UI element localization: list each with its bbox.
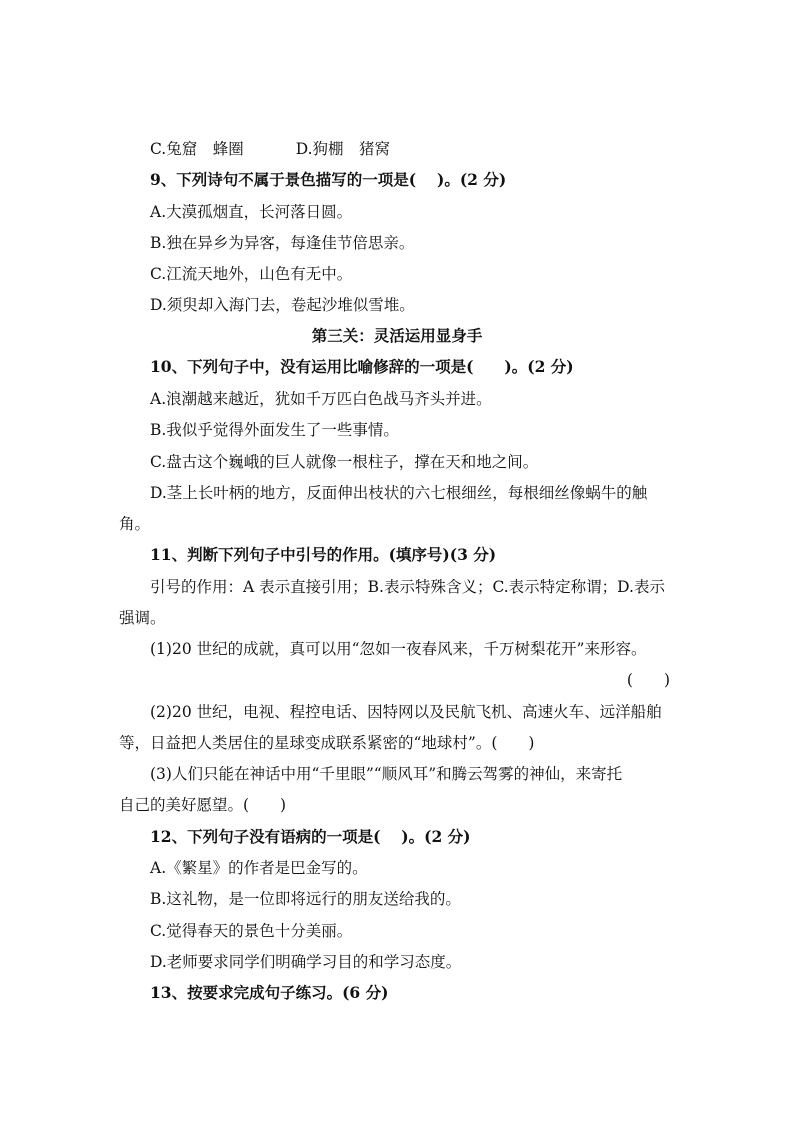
q11-intro-line1: 引号的作用：A 表示直接引用；B.表示特殊含义；C.表示特定称谓；D.表示 [150,578,665,596]
q8-options-cd [150,138,390,160]
q8-option-c: C.兔窟 蜂圈 [150,140,244,158]
q11-item1-answer-blank[interactable]: ( ) [626,671,670,689]
q12-stem: 12、下列句子没有语病的一项是( )。(2 分) [150,827,471,846]
q10-option-c: C.盘古这个巍峨的巨人就像一根柱子，撑在天和地之间。 [150,453,539,471]
q9-option-c: C.江流天地外，山色有无中。 [150,265,353,283]
q11-intro-line2: 强调。 [119,609,166,627]
q9-option-d: D.须臾却入海门去，卷起沙堆似雪堆。 [150,296,415,314]
section-title: 第三关：灵活运用显身手 [311,326,483,345]
q11-item3-line1: (3)人们只能在神话中用“千里眼”“顺风耳”和腾云驾雾的神仙，来寄托 [150,765,623,783]
q10-option-b: B.我似乎觉得外面发生了一些事情。 [150,421,399,439]
q13-stem: 13、按要求完成句子练习。(6 分) [150,983,389,1002]
q9-stem: 9、下列诗句不属于景色描写的一项是( )。(2 分) [150,170,507,189]
q8-option-d: D.狗棚 猪窝 [295,140,391,158]
q12-option-a: A.《繁星》的作者是巴金写的。 [150,859,368,877]
q11-item2-line2: 等，日益把人类居住的星球变成联系紧密的“地球村”。( ) [119,734,535,752]
q10-option-a: A.浪潮越来越近，犹如千万匹白色战马齐头并进。 [150,390,492,408]
q11-item1-line1: (1)20 世纪的成就，真可以用“忽如一夜春风来，千万树梨花开”来形容。 [150,640,647,658]
q10-stem: 10、下列句子中，没有运用比喻修辞的一项是( )。(2 分) [150,357,574,376]
q9-option-b: B.独在异乡为异客，每逢佳节倍思亲。 [150,234,415,252]
q11-stem: 11、判断下列句子中引号的作用。(填序号)(3 分) [150,545,497,564]
q10-option-d-line2: 角。 [119,515,151,533]
q12-option-c: C.觉得春天的景色十分美丽。 [150,922,353,940]
q10-option-d-line1: D.茎上长叶柄的地方，反面伸出枝状的六七根细丝，每根细丝像蜗牛的触 [150,484,648,502]
q12-option-b: B.这礼物，是一位即将远行的朋友送给我的。 [150,890,461,908]
q12-option-d: D.老师要求同学们明确学习目的和学习态度。 [150,953,462,971]
q11-item2-line1: (2)20 世纪，电视、程控电话、因特网以及民航飞机、高速火车、远洋船舶 [150,703,662,721]
q9-option-a: A.大漠孤烟直，长河落日圆。 [150,203,353,221]
q11-item3-line2: 自己的美好愿望。( ) [119,796,287,814]
